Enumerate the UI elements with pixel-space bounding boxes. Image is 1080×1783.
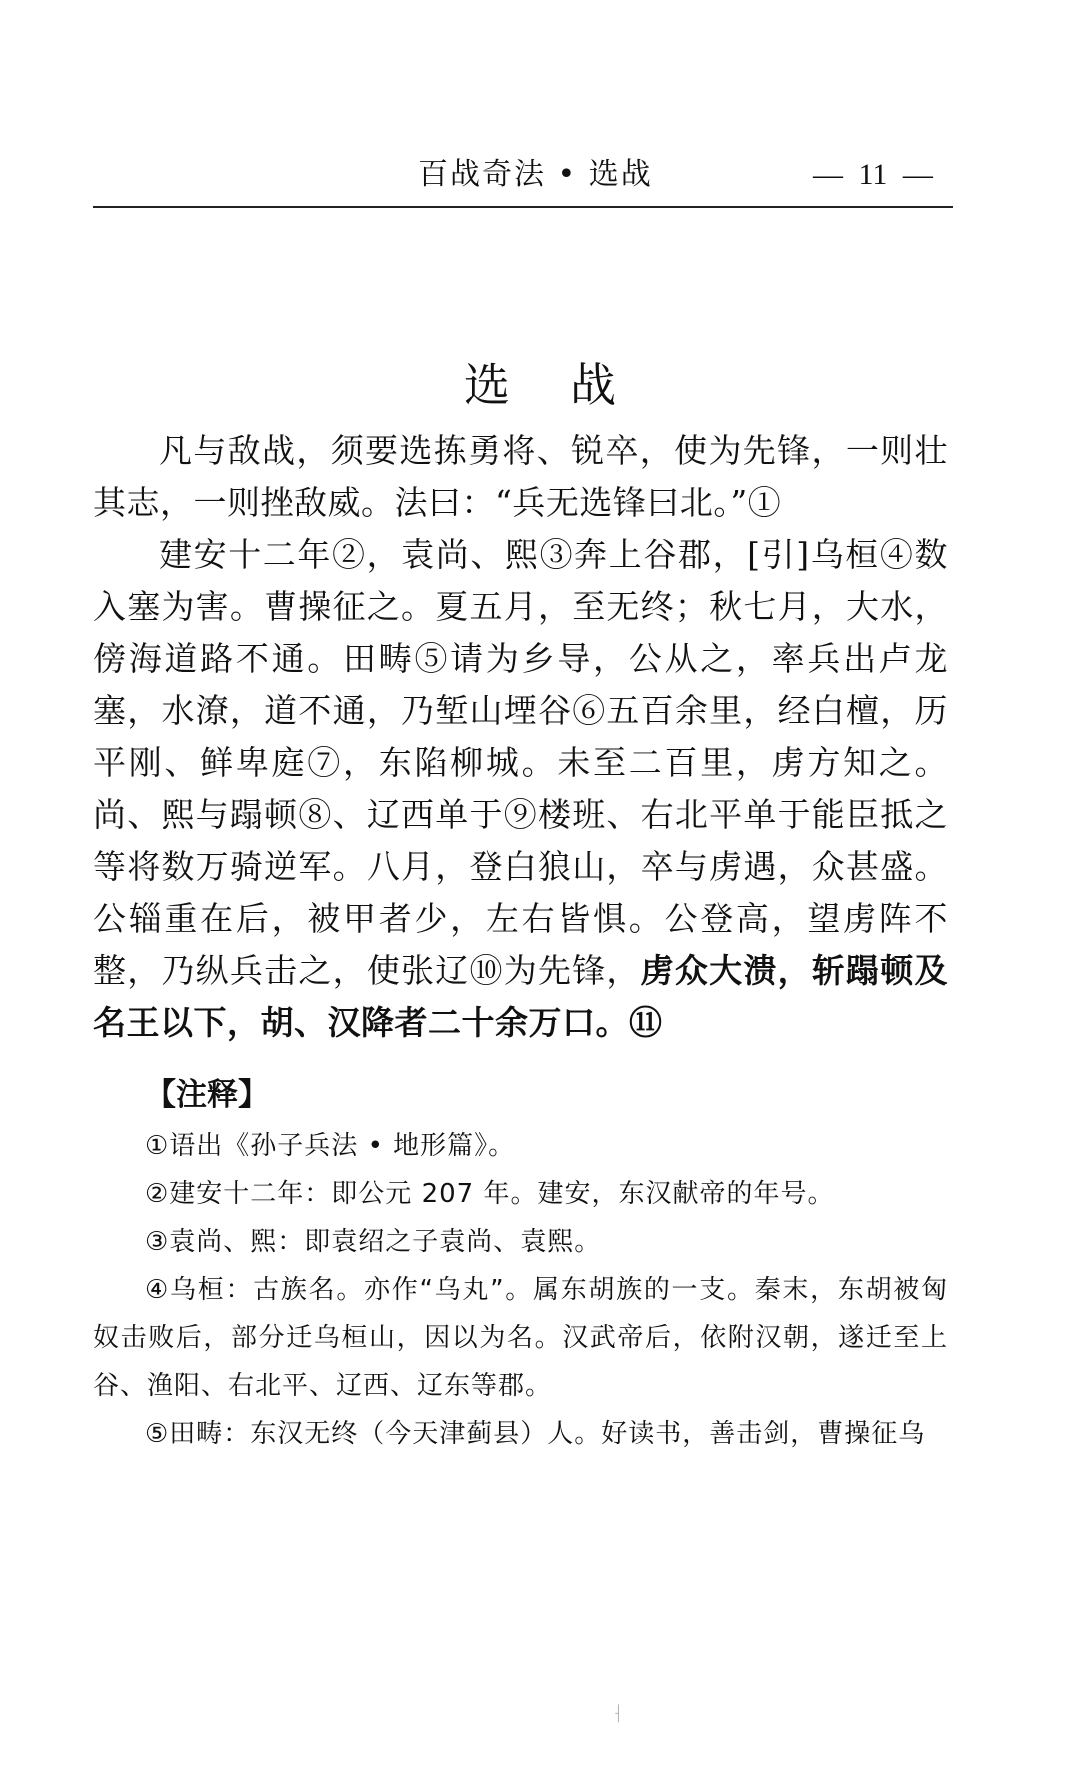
note-item: ④乌桓：古族名。亦作“乌丸”。属东胡族的一支。秦末，东胡被匈奴击败后，部分迁乌桓山，因以为名。汉武帝后，依附汉朝，遂迁至上谷、渔阳、右北平、辽西、辽东等郡。 (93, 1275, 948, 1401)
note-item: ②建安十二年：即公元 207 年。建安，东汉献帝的年号。 (145, 1179, 835, 1209)
note-item: ①语出《孙子兵法 • 地形篇》。 (145, 1131, 516, 1161)
running-head (93, 150, 953, 200)
page-number: — 11 — (813, 158, 933, 191)
header-rule (93, 206, 953, 208)
chapter-title-char-2: 战 (570, 358, 616, 412)
paragraph-principle: 凡与敌战，须要选拣勇将、锐卒，使为先锋，一则壮其志，一则挫敌威。法曰：“兵无选锋曰北。”① (93, 431, 948, 522)
chapter-title-char-1: 选 (464, 358, 510, 412)
scan-mark: ⸡ (612, 1702, 622, 1723)
paragraph-example-text: 建安十二年②，袁尚、熙③奔上谷郡，[引]乌桓④数入塞为害。曹操征之。夏五月，至无终；秋七月，大水，傍海道路不通。田畴⑤请为乡导，公从之，率兵出卢龙塞，水潦，道不通，乃堑山堙谷⑥五百余里，经白檀，历平刚、鲜卑庭⑦，东陷柳城。未至二百里，虏方知之。尚、熙与蹋顿⑧、辽西单于⑨楼班、右北平单于能臣抵之等将数万骑逆军。八月，登白狼山，卒与虏遇，众甚盛。公辎重在后，被甲者少，左右皆惧。公登高，望虏阵不整，乃纵兵击之，使张辽⑩为先锋， (93, 535, 948, 990)
paragraph-example (93, 529, 948, 1049)
paragraph-example-ending: 虏众大溃，斩蹋顿及名王以下，胡、汉降者二十余万口。⑪ (93, 951, 949, 1042)
running-title: 百战奇法 • 选战 (418, 157, 653, 192)
note-item: ⑤田畴：东汉无终（今天津蓟县）人。好读书，善击剑，曹操征乌 (145, 1419, 926, 1449)
chapter-title (0, 350, 1080, 420)
article-body (93, 425, 948, 1049)
note-item: ③袁尚、熙：即袁绍之子袁尚、袁熙。 (145, 1227, 602, 1257)
notes-heading: 【注释】 (145, 1077, 269, 1113)
notes-list (93, 1122, 948, 1458)
